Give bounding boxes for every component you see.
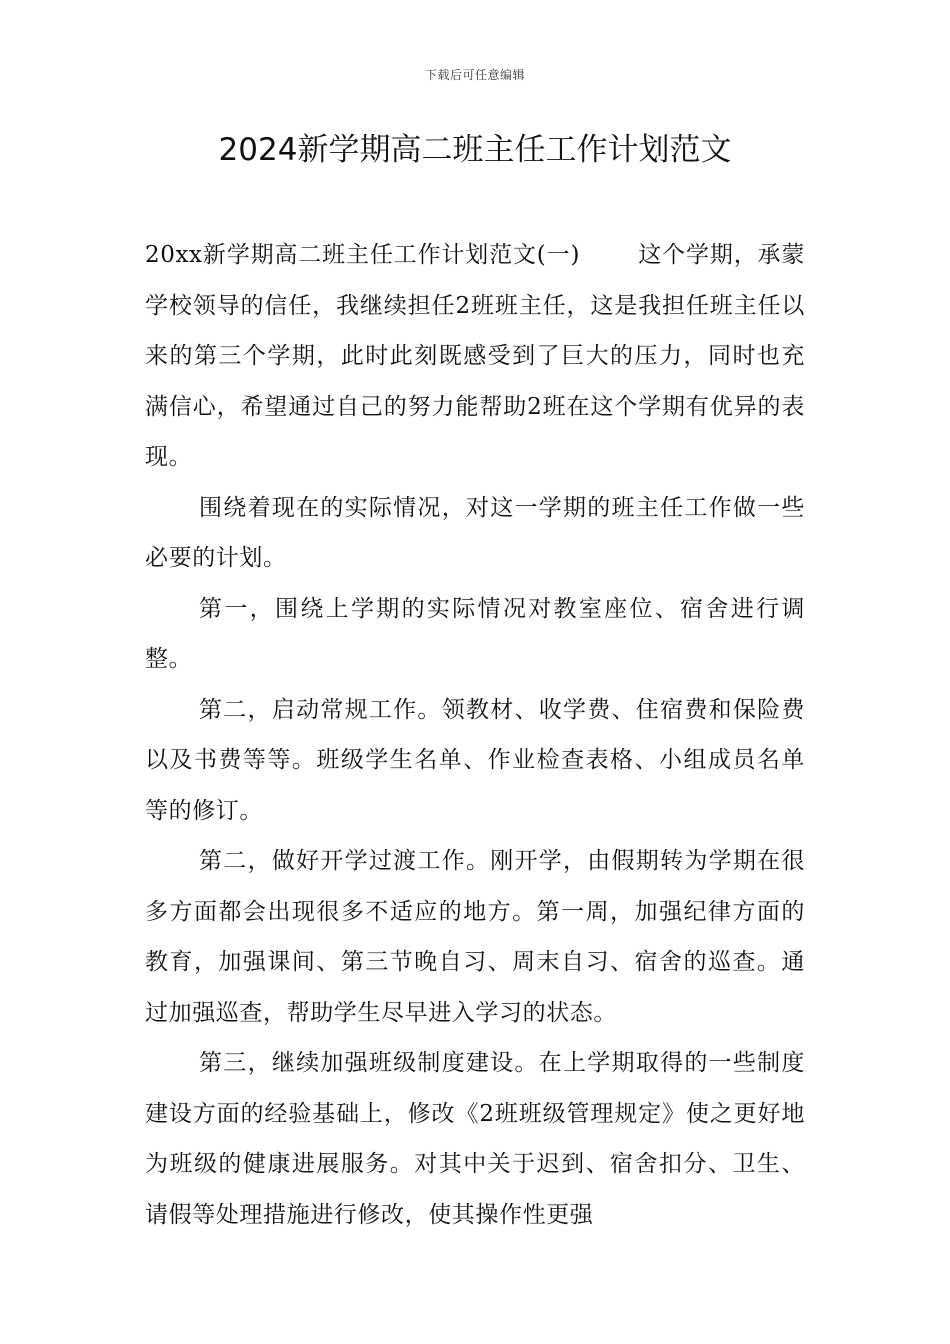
intro-paragraph <box>145 230 805 483</box>
document-title: 2024新学期高二班主任工作计划范文 <box>218 132 732 168</box>
intro-text: 这个学期，承蒙学校领导的信任，我继续担任2班班主任，这是我担任班主任以来的第三个学期，此时此刻既感受到了巨大的压力，同时也充满信心，希望通过自己的努力能帮助2班在这个学期有优异的表现。 <box>145 242 805 470</box>
header-note: 下载后可任意编辑 <box>424 68 525 82</box>
body-paragraph: 第二，做好开学过渡工作。刚开学，由假期转为学期在很多方面都会出现很多不适应的地方。第一周，加强纪律方面的教育，加强课间、第三节晚自习、周末自习、宿舍的巡查。通过加强巡查，帮助学生尽早进入学习的状态。 <box>145 848 805 1026</box>
body-paragraph: 围绕着现在的实际情况，对这一学期的班主任工作做一些必要的计划。 <box>145 494 805 571</box>
body-paragraph: 第一，围绕上学期的实际情况对教室座位、宿舍进行调整。 <box>145 595 805 672</box>
body-paragraph: 第三，继续加强班级制度建设。在上学期取得的一些制度建设方面的经验基础上，修改《2班班级管理规定》使之更好地为班级的健康进展服务。对其中关于迟到、宿舍扣分、卫生、请假等处理措施进行修改，使其操作性更强 <box>145 1050 805 1228</box>
body-paragraph: 第二，启动常规工作。领教材、收学费、住宿费和保险费以及书费等等。班级学生名单、作业检查表格、小组成员名单等的修订。 <box>145 696 805 824</box>
document-body <box>145 230 805 1240</box>
intro-heading: 20xx新学期高二班主任工作计划范文(一) <box>145 242 581 268</box>
